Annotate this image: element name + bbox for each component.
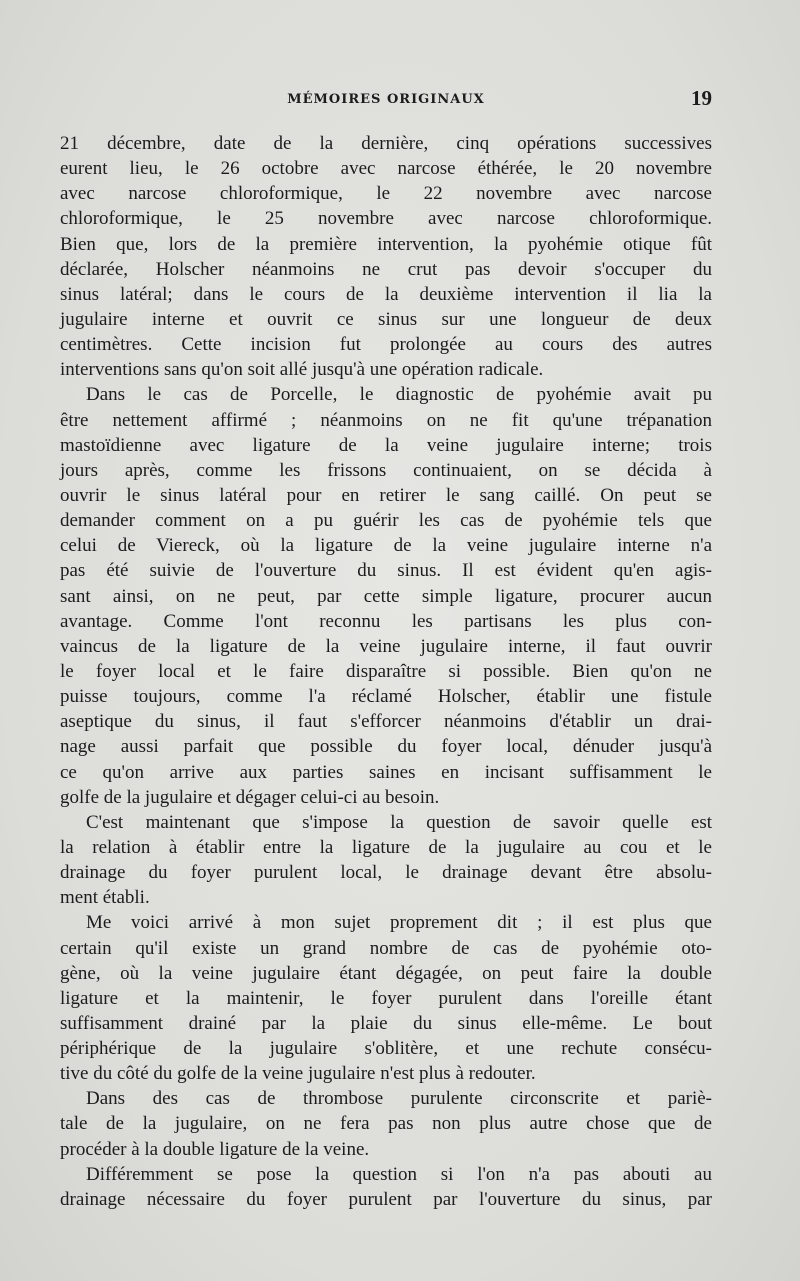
text-line: Me voici arrivé à mon sujet proprement dit ; il est plus que <box>86 912 712 934</box>
text-line: drainage nécessaire du foyer purulent par l'ouverture du sinus, par <box>60 1188 712 1210</box>
running-title: MÉMOIRES ORIGINAUX <box>287 92 485 107</box>
text-line: jugulaire interne et ouvrit ce sinus sur une longueur de deux <box>60 308 712 330</box>
text-line: nage aussi parfait que possible du foyer local, dénuder jusqu'à <box>60 736 712 758</box>
text-line: centimètres. Cette incision fut prolongée au cours des autres <box>60 334 712 356</box>
text-line: déclarée, Holscher néanmoins ne crut pas devoir s'occuper du <box>60 258 712 280</box>
text-line: pas été suivie de l'ouverture du sinus. Il est évident qu'en agis- <box>60 560 712 582</box>
text-line: sinus latéral; dans le cours de la deuxième intervention il lia la <box>60 283 712 305</box>
text-line: chloroformique, le 25 novembre avec narcose chloroformique. <box>60 208 712 230</box>
text-line: aseptique du sinus, il faut s'efforcer néanmoins d'établir un drai- <box>60 711 712 733</box>
text-line: Différemment se pose la question si l'on n'a pas abouti au <box>86 1163 712 1185</box>
text-line: 21 décembre, date de la dernière, cinq opérations successives <box>60 133 712 154</box>
text-line: gène, où la veine jugulaire étant dégagée, on peut faire la double <box>60 962 712 984</box>
text-line: interventions sans qu'on soit allé jusqu'à une opération radicale. <box>60 359 544 381</box>
running-head <box>60 86 712 114</box>
text-line: tive du côté du golfe de la veine jugulaire n'est plus à redouter. <box>60 1063 536 1085</box>
text-line: demander comment on a pu guérir les cas de pyohémie tels que <box>60 510 712 532</box>
text-line: Dans le cas de Porcelle, le diagnostic de pyohémie avait pu <box>86 384 712 406</box>
text-line: Bien que, lors de la première intervention, la pyohémie otique fût <box>60 233 712 255</box>
text-line: suffisamment drainé par la plaie du sinus elle-même. Le bout <box>60 1012 712 1034</box>
text-line: celui de Viereck, où la ligature de la veine jugulaire interne n'a <box>60 535 712 557</box>
text-line: le foyer local et le faire disparaître si possible. Bien qu'on ne <box>60 660 712 682</box>
body-text <box>60 131 712 1212</box>
text-line: sant ainsi, on ne peut, par cette simple ligature, procurer aucun <box>60 585 712 607</box>
text-line: C'est maintenant que s'impose la question de savoir quelle est <box>86 811 712 833</box>
text-line: périphérique de la jugulaire s'oblitère, et une rechute consécu- <box>60 1038 712 1060</box>
text-line: ment établi. <box>60 887 150 909</box>
text-line: vaincus de la ligature de la veine jugulaire interne, il faut ouvrir <box>60 635 712 657</box>
page-number: 19 <box>691 86 712 110</box>
text-line: Dans des cas de thrombose purulente circonscrite et pariè- <box>86 1088 712 1110</box>
text-line: golfe de la jugulaire et dégager celui-ci au besoin. <box>60 786 440 808</box>
text-line: ce qu'on arrive aux parties saines en incisant suffisamment le <box>60 761 712 783</box>
text-line: avec narcose chloroformique, le 22 novembre avec narcose <box>60 183 712 205</box>
text-line: avantage. Comme l'ont reconnu les partisans les plus con- <box>60 610 712 632</box>
text-line: tale de la jugulaire, on ne fera pas non plus autre chose que de <box>60 1113 712 1135</box>
text-line: certain qu'il existe un grand nombre de cas de pyohémie oto- <box>60 937 712 959</box>
text-line: drainage du foyer purulent local, le drainage devant être absolu- <box>60 862 712 884</box>
text-line: la relation à établir entre la ligature de la jugulaire au cou et le <box>60 836 712 858</box>
text-line: mastoïdienne avec ligature de la veine jugulaire interne; trois <box>60 434 712 456</box>
text-line: puisse toujours, comme l'a réclamé Holscher, établir une fistule <box>60 686 712 708</box>
text-line: être nettement affirmé ; néanmoins on ne fit qu'une trépanation <box>60 409 712 431</box>
text-line: ouvrir le sinus latéral pour en retirer le sang caillé. On peut se <box>60 484 712 506</box>
text-line: ligature et la maintenir, le foyer purulent dans l'oreille étant <box>60 987 712 1009</box>
text-line: procéder à la double ligature de la veine. <box>60 1138 370 1160</box>
text-line: eurent lieu, le 26 octobre avec narcose éthérée, le 20 novembre <box>60 158 712 180</box>
text-line: jours après, comme les frissons continuaient, on se décida à <box>60 459 712 481</box>
